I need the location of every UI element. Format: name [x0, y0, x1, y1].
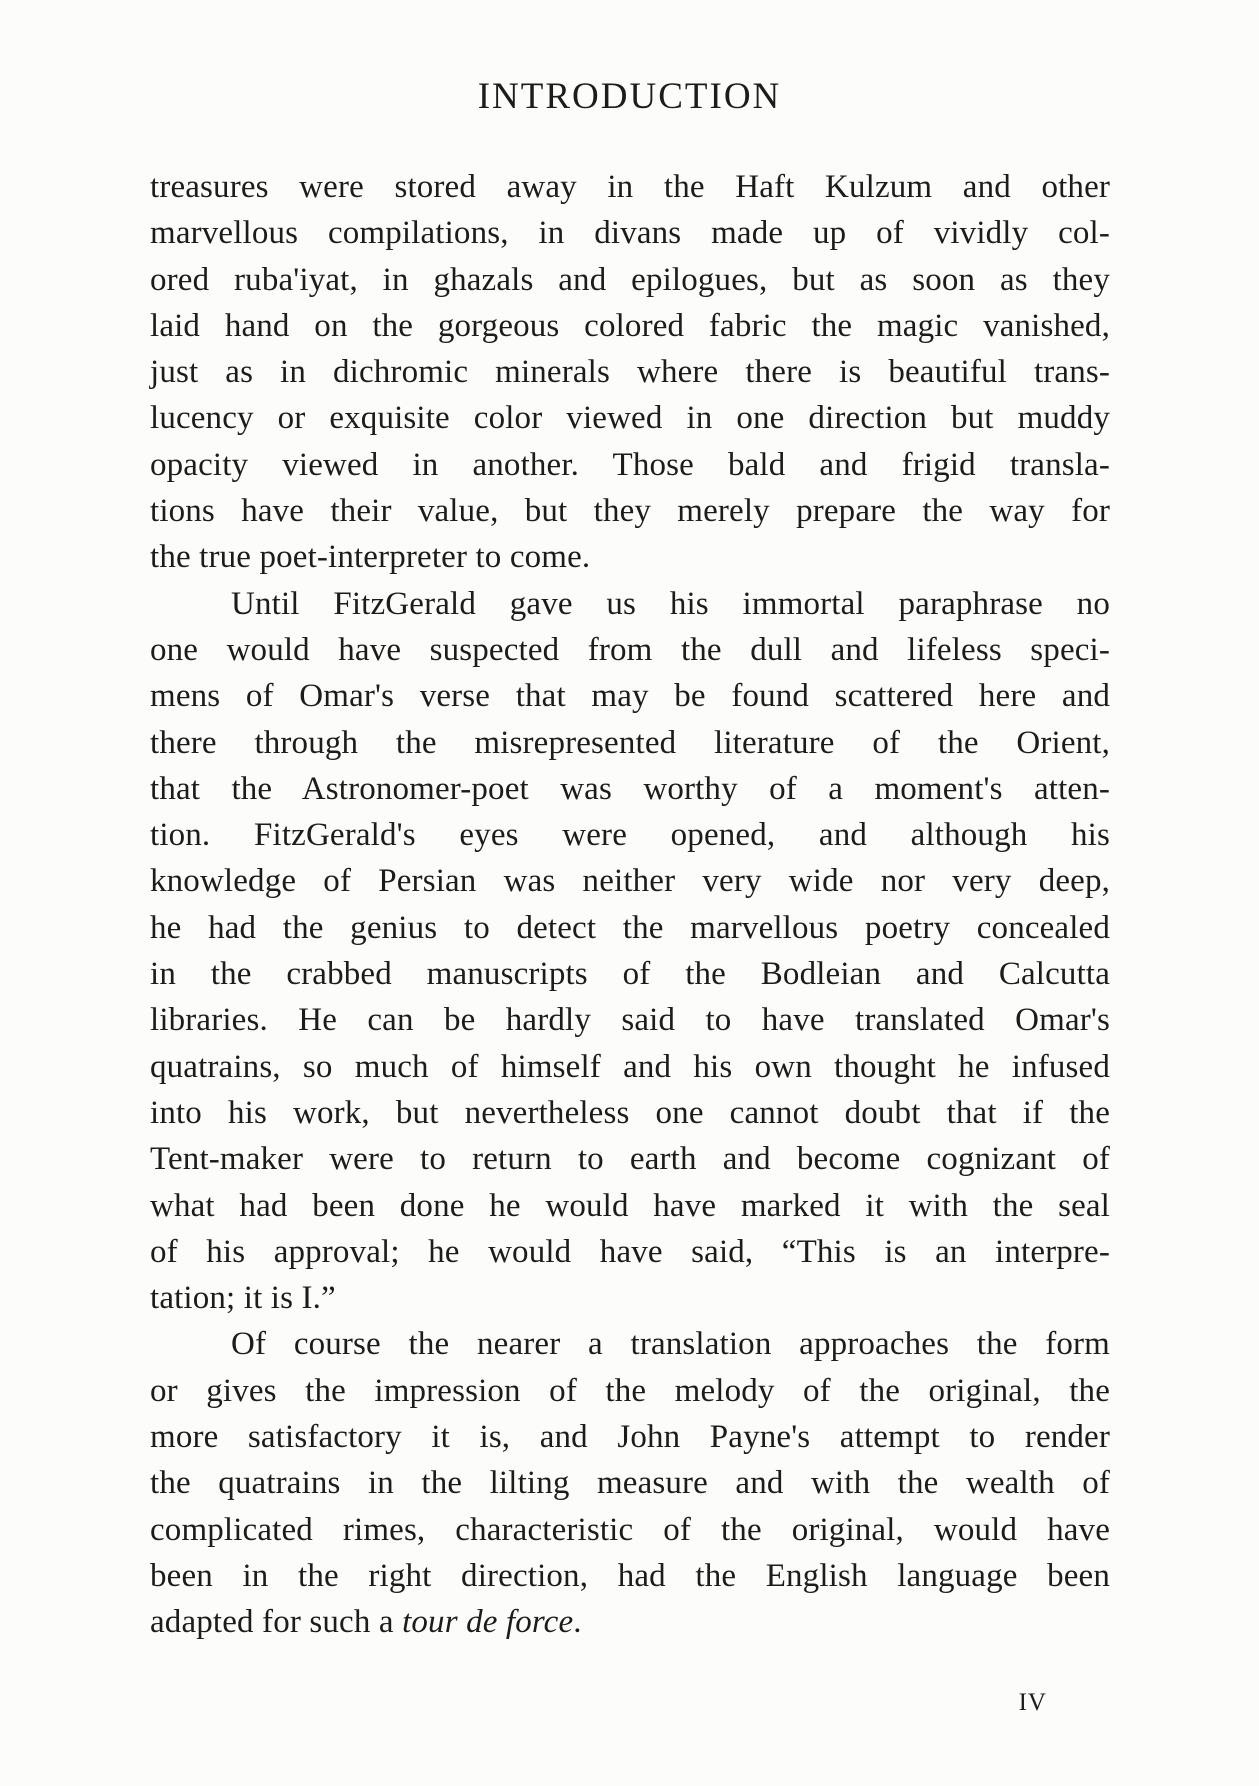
text-line: into his work, but nevertheless one cannot doubt that if the [150, 1094, 1110, 1131]
text-line: Until FitzGerald gave us his immortal paraphrase no [231, 585, 1110, 622]
text-line: the quatrains in the lilting measure and with the wealth of [150, 1465, 1110, 1502]
paragraph-3 [150, 1321, 1110, 1645]
italic-phrase: tour de force [402, 1604, 574, 1641]
text-line: tation; it is I.” [150, 1280, 336, 1317]
text-line: he had the genius to detect the marvellous poetry concealed [150, 909, 1110, 946]
text-line: or gives the impression of the melody of the original, the [150, 1372, 1110, 1409]
text-line: treasures were stored away in the Haft Kulzum and other [150, 169, 1110, 205]
text-line: Of course the nearer a translation approaches the form [231, 1326, 1110, 1363]
text-line: one would have suspected from the dull and lifeless speci- [150, 631, 1110, 668]
paragraph-1 [150, 164, 1110, 581]
page-number: IV [1018, 1689, 1047, 1716]
paragraph-2 [150, 581, 1110, 1322]
text-line: ored ruba'iyat, in ghazals and epilogues, but as soon as they [150, 261, 1110, 298]
text-line: of his approval; he would have said, “This is an interpre- [150, 1233, 1110, 1270]
text-line: what had been done he would have marked it with the seal [150, 1187, 1110, 1224]
text-line: there through the misrepresented literature of the Orient, [150, 724, 1110, 761]
text-line: laid hand on the gorgeous colored fabric the magic vanished, [150, 307, 1110, 344]
text-line: tion. FitzGerald's eyes were opened, and although his [150, 817, 1110, 854]
text-line-final [150, 1599, 1110, 1645]
text-line: Tent-maker were to return to earth and become cognizant of [150, 1141, 1110, 1178]
text-line: opacity viewed in another. Those bald and frigid transla- [150, 446, 1110, 483]
text-line: just as in dichromic minerals where there is beautiful trans- [150, 354, 1110, 391]
text-line: that the Astronomer-poet was worthy of a moment's atten- [150, 770, 1110, 807]
text-line: libraries. He can be hardly said to have translated Omar's [150, 1002, 1110, 1039]
final-line-punctuation: . [573, 1604, 582, 1641]
text-line: knowledge of Persian was neither very wide nor very deep, [150, 863, 1110, 900]
running-title: INTRODUCTION [477, 76, 782, 117]
text-line: marvellous compilations, in divans made up of vividly col- [150, 215, 1110, 252]
text-line: the true poet-interpreter to come. [150, 539, 591, 576]
text-line: in the crabbed manuscripts of the Bodleian and Calcutta [150, 956, 1110, 993]
final-line-text: adapted for such a [150, 1604, 403, 1641]
text-line: mens of Omar's verse that may be found scattered here and [150, 678, 1110, 715]
text-line: been in the right direction, had the English language been [150, 1557, 1110, 1594]
body-text [150, 164, 1110, 1646]
text-line: more satisfactory it is, and John Payne's attempt to render [150, 1419, 1110, 1456]
text-line: lucency or exquisite color viewed in one direction but muddy [150, 400, 1110, 437]
text-line: complicated rimes, characteristic of the original, would have [150, 1511, 1110, 1548]
text-line: quatrains, so much of himself and his own thought he infused [150, 1048, 1110, 1085]
text-line: tions have their value, but they merely prepare the way for [150, 493, 1110, 530]
